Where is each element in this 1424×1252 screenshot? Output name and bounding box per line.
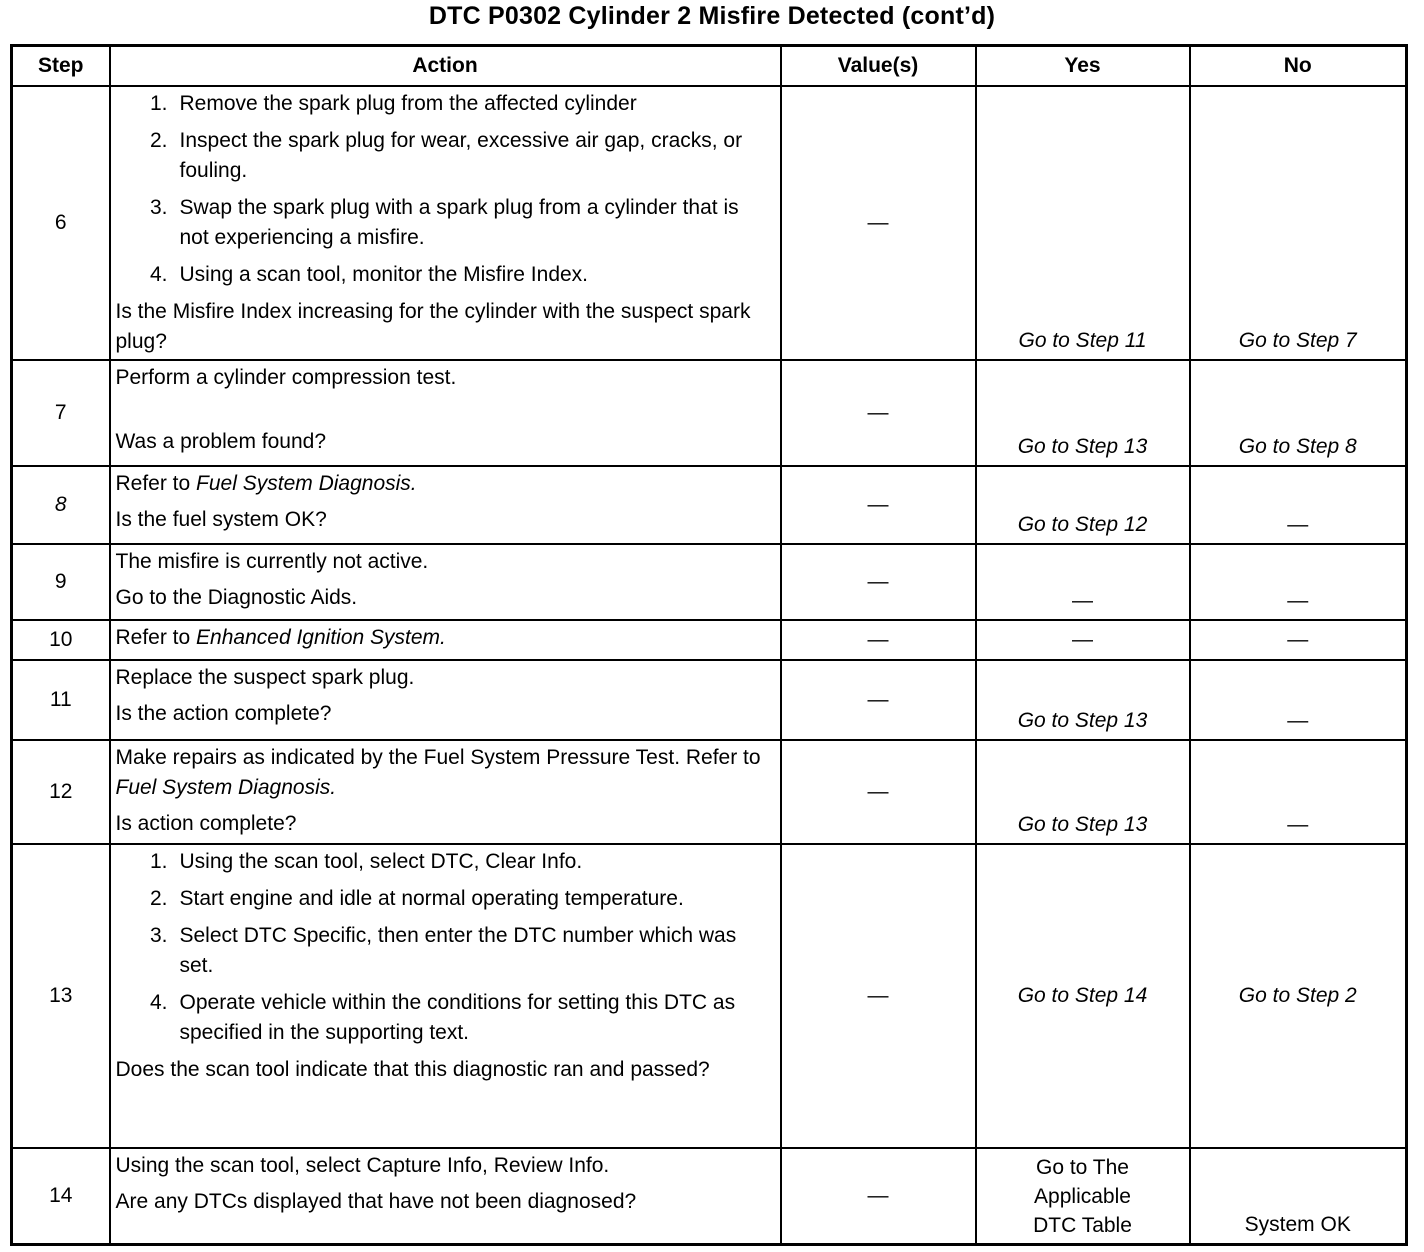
no-cell: Go to Step 8 bbox=[1190, 360, 1407, 466]
yes-cell: — bbox=[976, 620, 1190, 660]
yes-cell: — bbox=[976, 544, 1190, 620]
value-cell: — bbox=[781, 1148, 976, 1244]
value-cell: — bbox=[781, 86, 976, 360]
step-number: 9 bbox=[12, 544, 110, 620]
value-cell: — bbox=[781, 844, 976, 1148]
action-steps-list bbox=[116, 89, 774, 290]
no-cell: — bbox=[1190, 660, 1407, 740]
action-text: Refer to Enhanced Ignition System. bbox=[115, 626, 446, 649]
step-number: 7 bbox=[12, 360, 110, 466]
list-item: 3. Swap the spark plug with a spark plug from a cylinder that is not experiencing a misfire. bbox=[149, 196, 739, 249]
header-row bbox=[12, 46, 1407, 87]
value-cell: — bbox=[781, 360, 976, 466]
diagnostic-table bbox=[10, 44, 1408, 1246]
table-row bbox=[12, 660, 1407, 740]
table-row bbox=[12, 86, 1407, 360]
table-row bbox=[12, 466, 1407, 544]
header-yes: Yes bbox=[976, 46, 1190, 87]
action-cell bbox=[110, 544, 781, 620]
value-cell: — bbox=[781, 660, 976, 740]
action-question: Was a problem found? bbox=[115, 430, 327, 453]
action-steps-list bbox=[116, 847, 774, 1048]
action-text: Using the scan tool, select Capture Info, Review Info. bbox=[115, 1154, 610, 1177]
action-cell bbox=[110, 620, 781, 660]
header-no: No bbox=[1190, 46, 1407, 87]
page-title: DTC P0302 Cylinder 2 Misfire Detected (cont’d) bbox=[428, 2, 996, 30]
step-number: 10 bbox=[12, 620, 110, 660]
header-action: Action bbox=[110, 46, 781, 87]
action-question: Is the action complete? bbox=[115, 702, 332, 725]
step-number: 14 bbox=[12, 1148, 110, 1244]
action-question: Is action complete? bbox=[115, 812, 297, 835]
action-text: Make repairs as indicated by the Fuel System Pressure Test. Refer to Fuel System Diagnosis. bbox=[115, 746, 761, 799]
no-cell: — bbox=[1190, 620, 1407, 660]
action-text: Refer to Fuel System Diagnosis. bbox=[115, 472, 417, 495]
list-item: 3. Select DTC Specific, then enter the DTC number which was set. bbox=[149, 924, 737, 977]
action-cell bbox=[110, 844, 781, 1148]
reference-link: Fuel System Diagnosis. bbox=[115, 776, 337, 799]
table-row bbox=[12, 1148, 1407, 1244]
table-row bbox=[12, 360, 1407, 466]
no-cell: — bbox=[1190, 544, 1407, 620]
list-item: 1. Using the scan tool, select DTC, Clear Info. bbox=[149, 850, 583, 873]
action-cell bbox=[110, 740, 781, 844]
action-cell bbox=[110, 660, 781, 740]
list-item: 2. Inspect the spark plug for wear, excessive air gap, cracks, or fouling. bbox=[149, 129, 743, 182]
step-number: 13 bbox=[12, 844, 110, 1148]
list-item: 4. Operate vehicle within the conditions for setting this DTC as specified in the supporting text. bbox=[149, 991, 736, 1044]
action-text: Replace the suspect spark plug. bbox=[115, 666, 415, 689]
action-question: Go to the Diagnostic Aids. bbox=[115, 586, 358, 609]
action-question: Are any DTCs displayed that have not been diagnosed? bbox=[115, 1190, 637, 1213]
table-row bbox=[12, 844, 1407, 1148]
action-cell bbox=[110, 86, 781, 360]
action-cell bbox=[110, 466, 781, 544]
no-cell: System OK bbox=[1190, 1148, 1407, 1244]
yes-cell: Go to The Applicable DTC Table bbox=[976, 1148, 1190, 1244]
reference-link: Fuel System Diagnosis. bbox=[196, 472, 417, 495]
action-question: Is the fuel system OK? bbox=[115, 508, 327, 531]
no-cell: — bbox=[1190, 740, 1407, 844]
value-cell: — bbox=[781, 620, 976, 660]
header-values: Value(s) bbox=[781, 46, 976, 87]
value-cell: — bbox=[781, 466, 976, 544]
yes-cell: Go to Step 13 bbox=[976, 360, 1190, 466]
action-text: The misfire is currently not active. bbox=[115, 550, 429, 573]
list-item: 4. Using a scan tool, monitor the Misfire Index. bbox=[149, 263, 589, 286]
yes-cell: Go to Step 13 bbox=[976, 660, 1190, 740]
list-item: 1. Remove the spark plug from the affected cylinder bbox=[149, 92, 637, 115]
yes-cell: Go to Step 13 bbox=[976, 740, 1190, 844]
action-cell bbox=[110, 360, 781, 466]
action-text: Perform a cylinder compression test. bbox=[115, 366, 457, 389]
no-cell: — bbox=[1190, 466, 1407, 544]
header-step: Step bbox=[12, 46, 110, 87]
step-number: 12 bbox=[12, 740, 110, 844]
table-row bbox=[12, 620, 1407, 660]
no-cell: Go to Step 7 bbox=[1190, 86, 1407, 360]
value-cell: — bbox=[781, 544, 976, 620]
table-row bbox=[12, 544, 1407, 620]
step-number: 11 bbox=[12, 660, 110, 740]
reference-link: Enhanced Ignition System. bbox=[196, 626, 446, 649]
yes-cell: Go to Step 11 bbox=[976, 86, 1190, 360]
value-cell: — bbox=[781, 740, 976, 844]
action-cell bbox=[110, 1148, 781, 1244]
step-number: 6 bbox=[12, 86, 110, 360]
table-row bbox=[12, 740, 1407, 844]
step-number: 8 bbox=[12, 466, 110, 544]
yes-cell: Go to Step 14 bbox=[976, 844, 1190, 1148]
action-question: Is the Misfire Index increasing for the cylinder with the suspect spark plug? bbox=[115, 300, 751, 353]
yes-cell: Go to Step 12 bbox=[976, 466, 1190, 544]
list-item: 2. Start engine and idle at normal operating temperature. bbox=[149, 887, 684, 910]
no-cell: Go to Step 2 bbox=[1190, 844, 1407, 1148]
action-question: Does the scan tool indicate that this diagnostic ran and passed? bbox=[115, 1058, 710, 1081]
